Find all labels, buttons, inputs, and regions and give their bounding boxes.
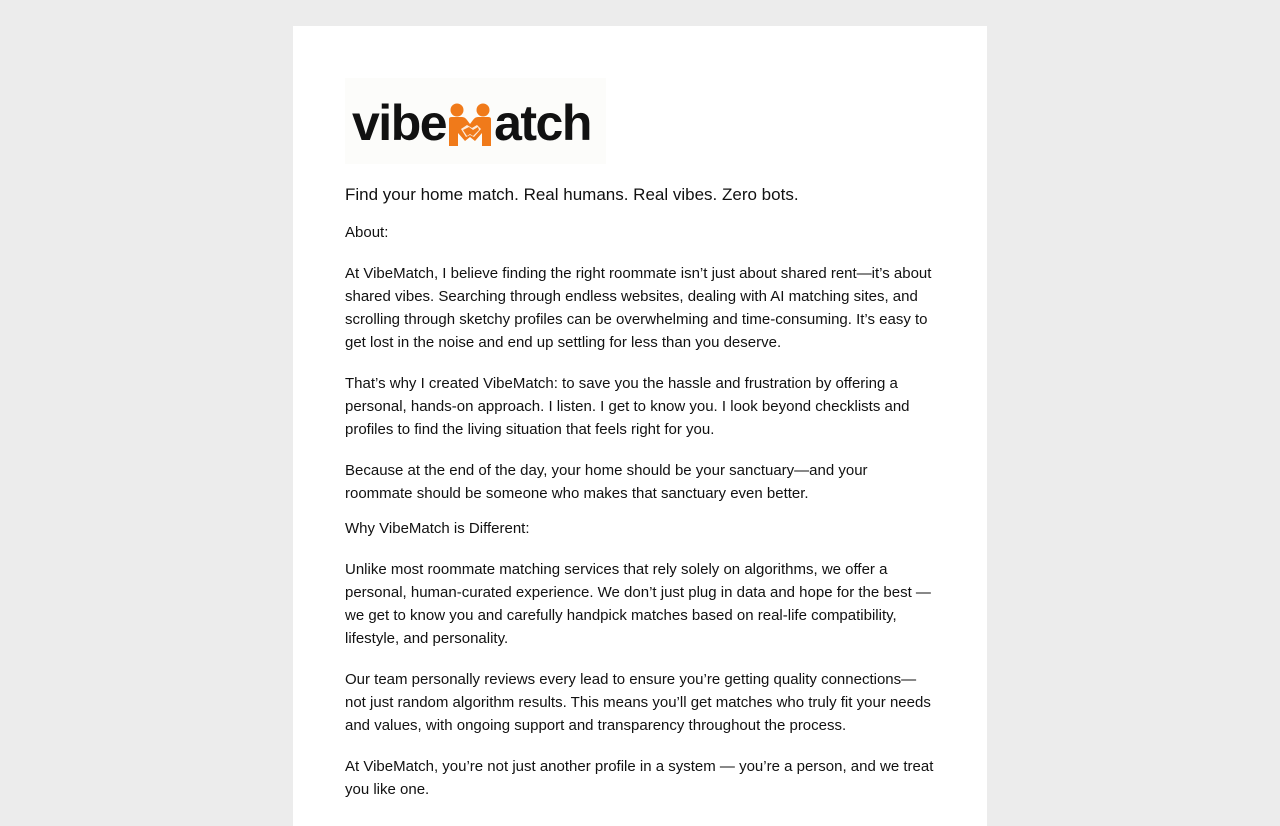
different-paragraph: Unlike most roommate matching services that rely solely on algorithms, we offer a personal, human-curated experience. We don’t just plug in data and hope for the best — we get to know you and carefully handpick matches based on real-life compatibility, lifestyle, and personality. [345,561,931,647]
different-heading: Why VibeMatch is Different: [345,520,530,537]
about-paragraph: Because at the end of the day, your home should be your sanctuary—and your roommate should be someone who makes that sanctuary even better. [345,462,868,502]
about-paragraph: That’s why I created VibeMatch: to save you the hassle and frustration by offering a personal, hands-on approach. I listen. I get to know you. I look beyond checklists and profiles to find the living situation that feels right for you. [345,375,910,438]
handshake-people-icon [447,103,493,147]
logo-wordmark [352,95,591,151]
logo-text-left: vibe [352,95,447,151]
vibematch-logo [345,78,606,164]
about-heading: About: [345,224,389,241]
content-card [293,26,987,826]
tagline: Find your home match. Real humans. Real vibes. Zero bots. [345,185,799,204]
different-paragraph: At VibeMatch, you’re not just another profile in a system — you’re a person, and we treat you like one. [345,758,934,798]
about-paragraph: At VibeMatch, I believe finding the right roommate isn’t just about shared rent—it’s about shared vibes. Searching through endless websites, dealing with AI matching sites, and scrolling through sketchy profiles can be overwhelming and time-consuming. It’s easy to get lost in the noise and end up settling for less than you deserve. [345,265,932,351]
different-paragraph: Our team personally reviews every lead to ensure you’re getting quality connections—not just random algorithm results. This means you’ll get matches who truly fit your needs and values, with ongoing support and transparency throughout the process. [345,671,931,734]
logo-text-right: atch [494,95,591,151]
